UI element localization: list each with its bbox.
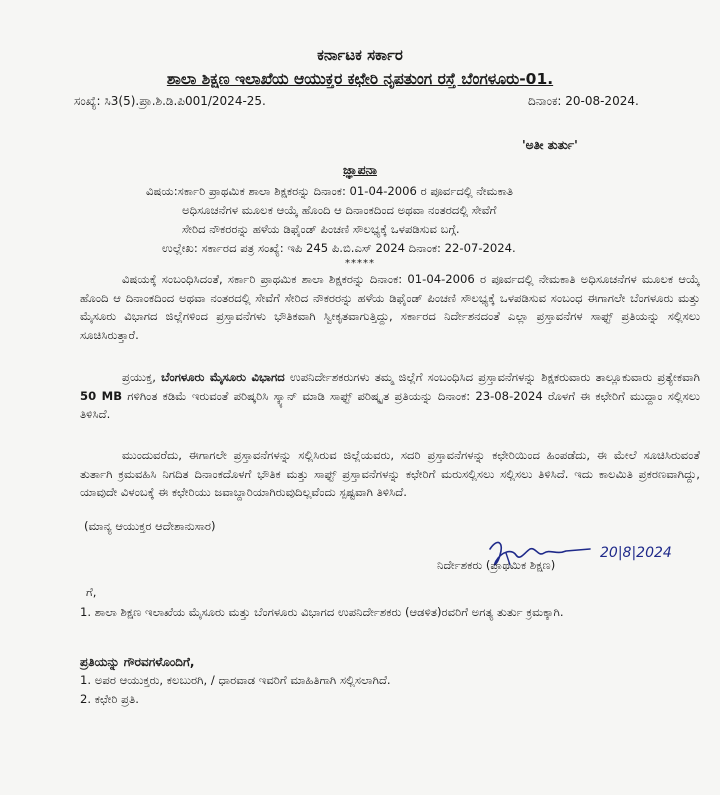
order-line: (ಮಾನ್ಯ ಆಯುಕ್ತರ ಆದೇಶಾನುಸಾರ): [84, 519, 216, 533]
paragraph-2-bold-size: 50 MB: [80, 388, 123, 403]
copy-to-item-2: 2. ಕಛೇರಿ ಪ್ರತಿ.: [80, 692, 139, 706]
paragraph-2-part-c: ಉಪನಿರ್ದೇಶಕರುಗಳು ತಮ್ಮ ಜಿಲ್ಲೆಗೆ ಸಂಬಂಧಿಸಿದ ಪ್ರಸ್ತಾವನೆಗಳನ್ನು ಶಿಕ್ಷಕರುವಾರು ತಾಲ್ಲೂಕುವಾರು ಪ್ರತ್ಯೇಕವಾಗಿ: [284, 370, 700, 384]
to-label: ಗೆ,: [86, 585, 97, 599]
separator-stars: *****: [345, 258, 375, 269]
signature-date: 20|8|2024: [600, 545, 672, 561]
signatory-designation: ನಿರ್ದೇಶಕರು (ಪ್ರಾಥಮಿಕ ಶಿಕ್ಷಣ): [437, 558, 556, 572]
paragraph-2: [80, 368, 700, 424]
subject-line-3: ಸೇರಿದ ನೌಕರರನ್ನು ಹಳೆಯ ಡಿಫೈಂಡ್ ಪಿಂಚಣಿ ಸೌಲಭ್ಯಕ್ಕೆ ಒಳಪಡಿಸುವ ಬಗ್ಗೆ.: [182, 222, 460, 236]
paragraph-2-part-a: ಪ್ರಯುಕ್ತ,: [122, 370, 162, 384]
urgent-label: 'ಅತೀ ತುರ್ತು': [522, 138, 578, 152]
reference-number: ಸಂಖ್ಯೆ: ಸಿ3(5).ಪ್ರಾ.ಶಿ.ಡಿ.ಪಿ001/2024-25.: [74, 94, 266, 108]
paragraph-1: ವಿಷಯಕ್ಕೆ ಸಂಬಂಧಿಸಿದಂತೆ, ಸರ್ಕಾರಿ ಪ್ರಾಥಮಿಕ ಶಾಲಾ ಶಿಕ್ಷಕರನ್ನು ದಿನಾಂಕ: 01-04-2006 ರ ಪೂರ್ವದಲ್ಲಿ ನೇಮಕಾತಿ ಅಧಿಸೂಚನೆಗಳ ಮೂಲಕ ಆಯ್ಕೆ ಹೊಂದಿ ಆ ದಿನಾಂಕದಿಂದ ಅಥವಾ ನಂತರದಲ್ಲಿ ಸೇವೆಗೆ ಸೇರಿದ ನೌಕರರನ್ನು ಹಳೆಯ ಡಿಫೈಂಡ್ ಪಿಂಚಣಿ ಸೌಲಭ್ಯಕ್ಕೆ ಒಳಪಡಿಸುವ ಸಂಬಂಧ ಈಗಾಗಲೇ ಬೆಂಗಳೂರು ಮತ್ತು ಮೈಸೂರು ವಿಭಾಗದ ಜಿಲ್ಲೆಗಳಿಂದ ಪ್ರಸ್ತಾವನೆಗಳು ಭೌತಿಕವಾಗಿ ಸ್ವೀಕೃತವಾಗುತ್ತಿದ್ದು, ಸರ್ಕಾರದ ನಿರ್ದೇಶನದಂತೆ ಎಲ್ಲಾ ಪ್ರಸ್ತಾವನೆಗಳ ಸಾಫ್ಟ್ ಪ್ರತಿಯನ್ನು ಸಲ್ಲಿಸಲು ಸೂಚಿಸಿರುತ್ತಾರೆ.: [80, 272, 700, 342]
paragraph-2-part-e: ಗಳಿಗಿಂತ ಕಡಿಮೆ ಇರುವಂತೆ ಪರಿಷ್ಕರಿಸಿ ಸ್ಕ್ಯಾನ್ ಮಾಡಿ ಸಾಫ್ಟ್ ಪರಿಷ್ಕೃತ ಪ್ರತಿಯನ್ನು ದಿನಾಂಕ: 23-08-2024 ರೊಳಗೆ ಈ ಕಛೇರಿಗೆ ಮುದ್ದಾಂ ಸಲ್ಲಿಸಲು ತಿಳಿಸಿದೆ.: [80, 388, 700, 421]
document-date: ದಿನಾಂಕ: 20-08-2024.: [528, 94, 639, 108]
government-heading: ಕರ್ನಾಟಕ ಸರ್ಕಾರ: [317, 46, 403, 64]
subject-line-1: ವಿಷಯ:ಸರ್ಕಾರಿ ಪ್ರಾಥಮಿಕ ಶಾಲಾ ಶಿಕ್ಷಕರನ್ನು ದಿನಾಂಕ: 01-04-2006 ರ ಪೂರ್ವದಲ್ಲಿ ನೇಮಕಾತಿ: [146, 184, 514, 198]
to-item-1: 1. ಶಾಲಾ ಶಿಕ್ಷಣ ಇಲಾಖೆಯ ಮೈಸೂರು ಮತ್ತು ಬೆಂಗಳೂರು ವಿಭಾಗದ ಉಪನಿರ್ದೇಶಕರು (ಆಡಳಿತ)ರವರಿಗೆ ಅಗತ್ಯ ತುರ್ತು ಕ್ರಮಕ್ಕಾಗಿ.: [80, 605, 564, 619]
office-heading: ಶಾಲಾ ಶಿಕ್ಷಣ ಇಲಾಖೆಯ ಆಯುಕ್ತರ ಕಛೇರಿ ನೃಪತುಂಗ ರಸ್ತೆ ಬೆಂಗಳೂರು-01.: [166, 70, 554, 88]
subject-reference: ಉಲ್ಲೇಖ: ಸರ್ಕಾರದ ಪತ್ರ ಸಂಖ್ಯೆ: ಇಪಿ 245 ಪಿ.ಬಿ.ಎಸ್ 2024 ದಿನಾಂಕ: 22-07-2024.: [162, 241, 516, 255]
paragraph-2-bold-division: ಬೆಂಗಳೂರು ಮೈಸೂರು ವಿಭಾಗದ: [161, 370, 285, 384]
subject-line-2: ಅಧಿಸೂಚನೆಗಳ ಮೂಲಕ ಆಯ್ಕೆ ಹೊಂದಿ ಆ ದಿನಾಂಕದಿಂದ ಅಥವಾ ನಂತರದಲ್ಲಿ ಸೇವೆಗೆ: [182, 203, 497, 217]
copy-to-item-1: 1. ಅಪರ ಆಯುಕ್ತರು, ಕಲಬುರಗಿ, / ಧಾರವಾಡ ಇವರಿಗೆ ಮಾಹಿತಿಗಾಗಿ ಸಲ್ಲಿಸಲಾಗಿದೆ.: [80, 673, 391, 687]
copy-to-label: ಪ್ರತಿಯನ್ನು ಗೌರವಗಳೊಂದಿಗೆ,: [80, 655, 195, 669]
notice-title: ಜ್ಞಾಪನಾ: [343, 162, 377, 177]
paragraph-3: ಮುಂದುವರೆದು, ಈಗಾಗಲೇ ಪ್ರಸ್ತಾವನೆಗಳನ್ನು ಸಲ್ಲಿಸಿರುವ ಜಿಲ್ಲೆಯವರು, ಸದರಿ ಪ್ರಸ್ತಾವನೆಗಳನ್ನು ಕಛೇರಿಯಿಂದ ಹಿಂಪಡೆದು, ಈ ಮೇಲೆ ಸೂಚಿಸಿರುವಂತೆ ತುರ್ತಾಗಿ ಕ್ರಮವಹಿಸಿ ನಿಗದಿತ ದಿನಾಂಕದೊಳಗೆ ಭೌತಿಕ ಮತ್ತು ಸಾಫ್ಟ್ ಪ್ರಸ್ತಾವನೆಗಳನ್ನು ಕಛೇರಿಗೆ ಮರುಸಲ್ಲಿಸಲು ಸಲ್ಲಿಸಲು ತಿಳಿಸಿದೆ. ಇದು ಕಾಲಮಿತಿ ಪ್ರಕರಣವಾಗಿದ್ದು, ಯಾವುದೇ ವಿಳಂಬಕ್ಕೆ ಈ ಕಛೇರಿಯು ಜವಾಬ್ದಾರಿಯಾಗಿರುವುದಿಲ್ಲವೆಂದು ಸ್ಪಷ್ಟವಾಗಿ ತಿಳಿಸಿದೆ.: [80, 448, 700, 499]
